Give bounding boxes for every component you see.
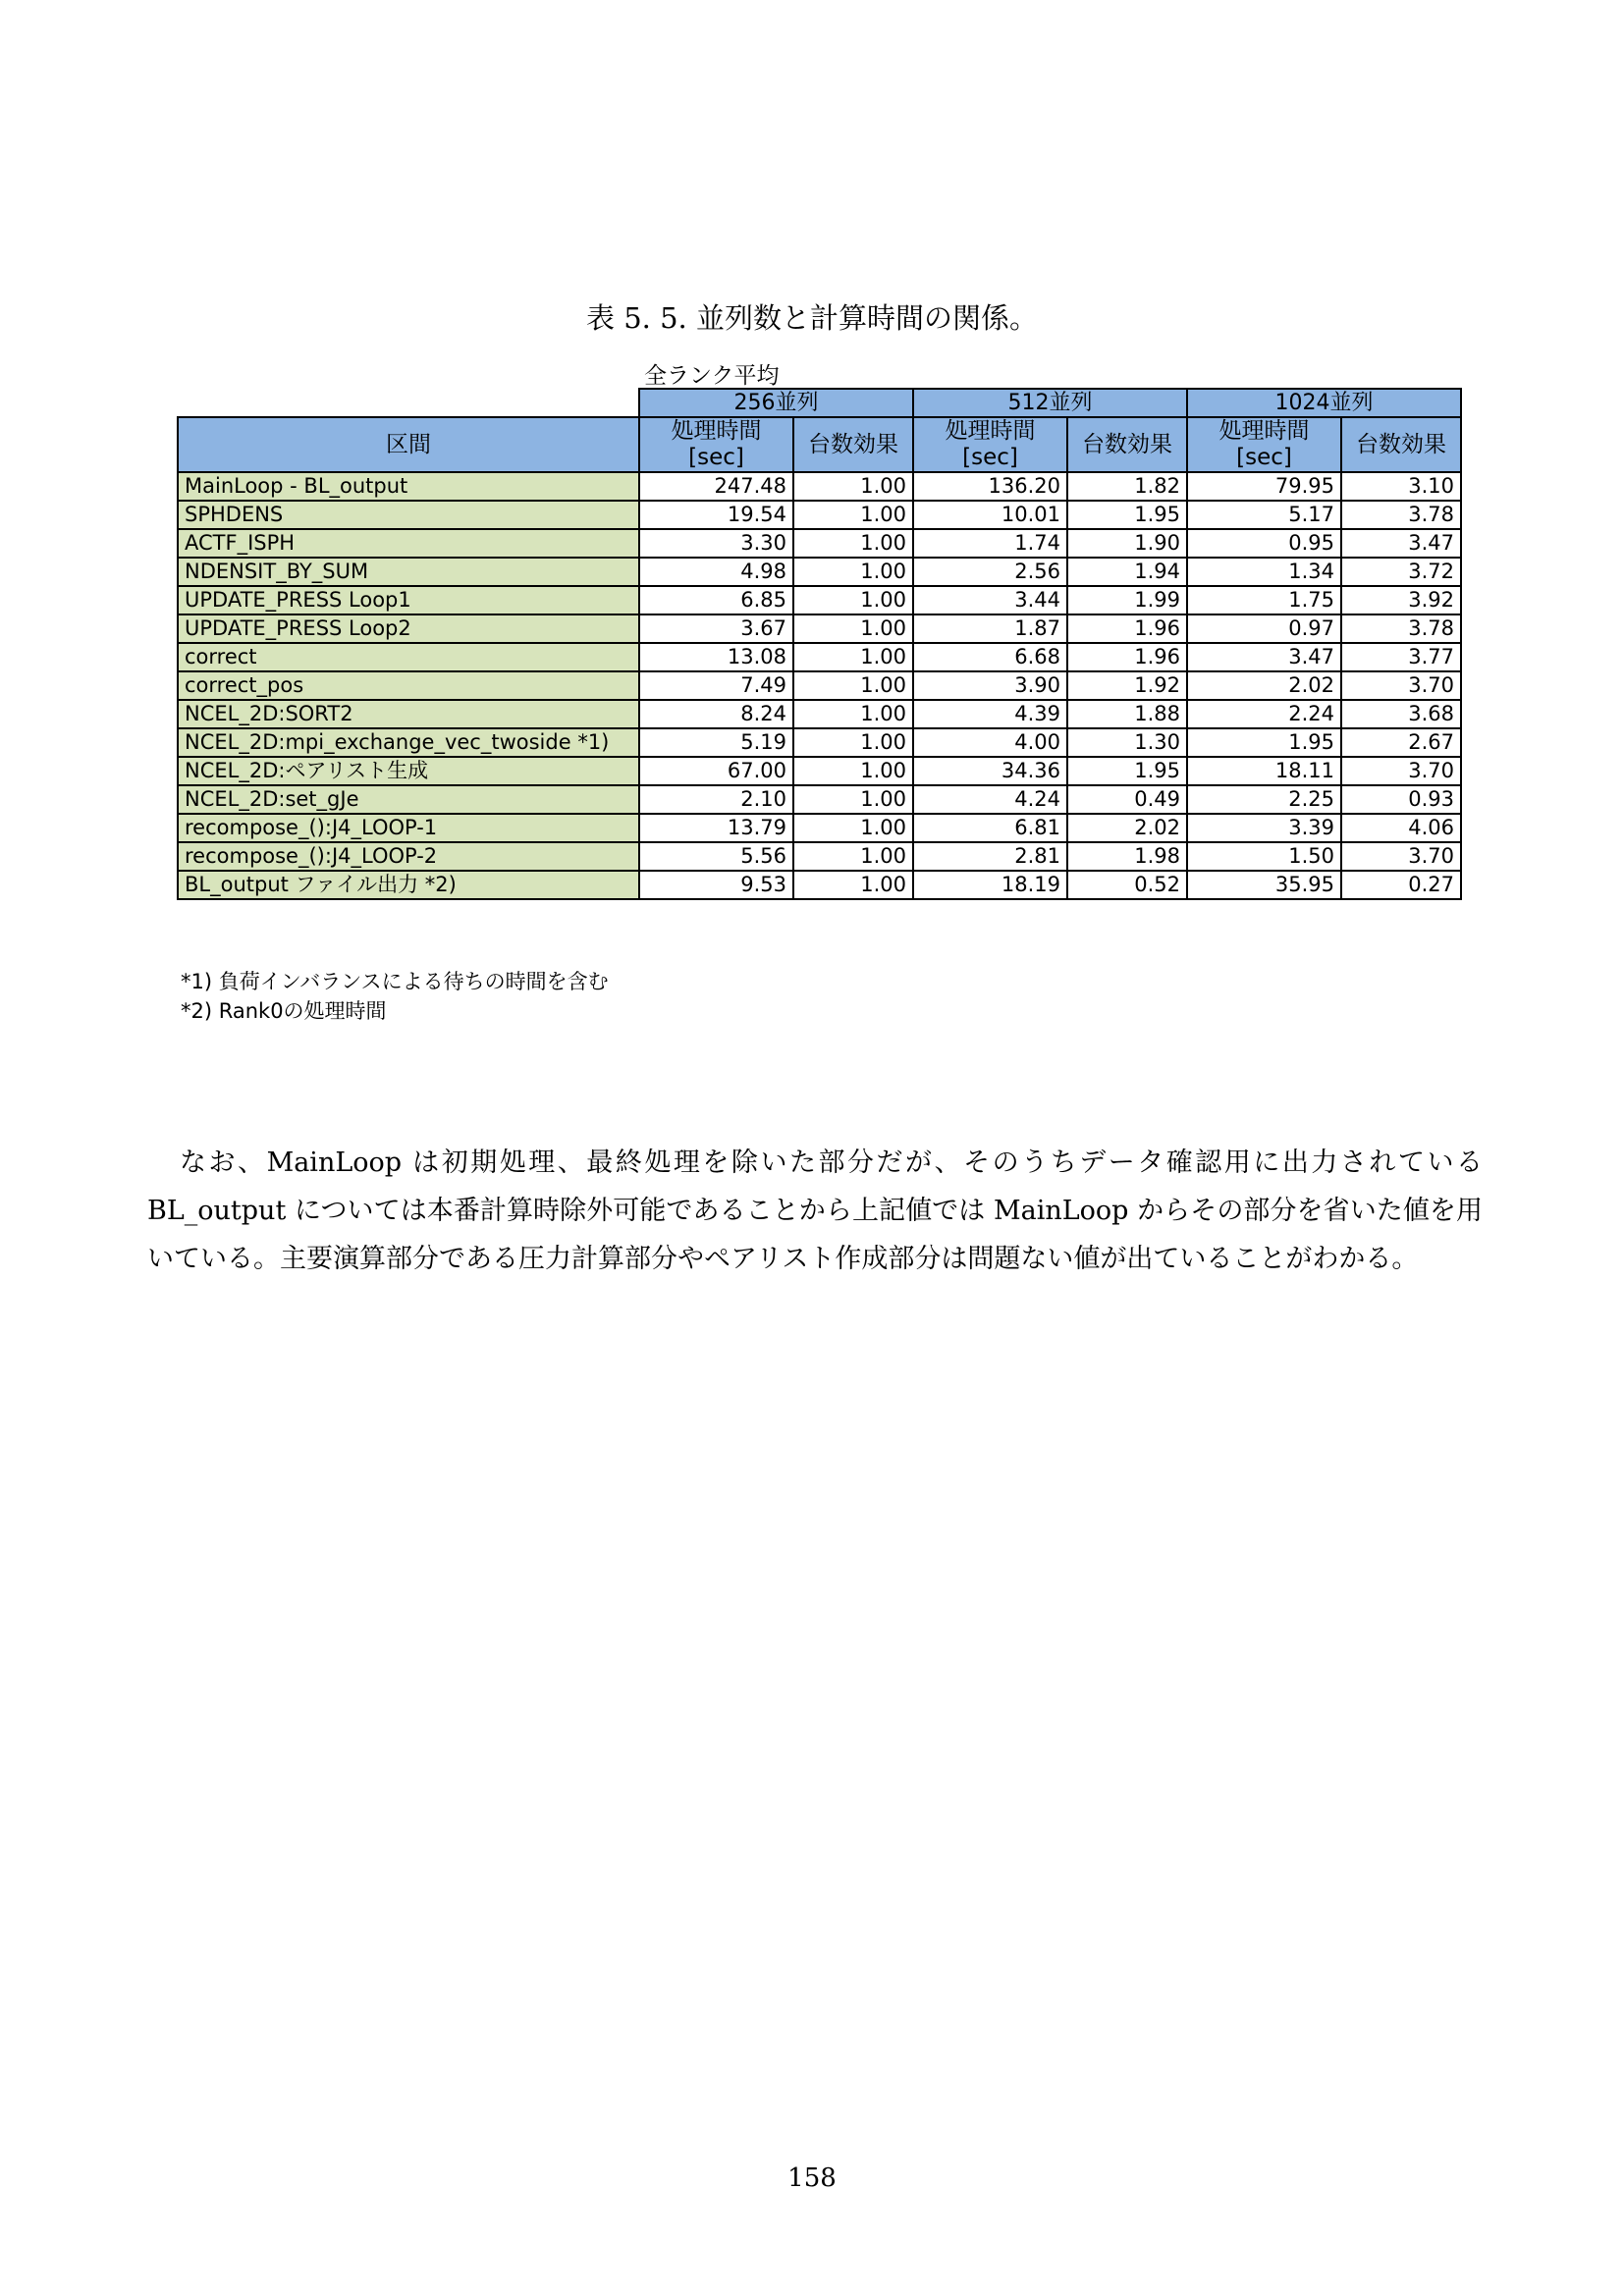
- table-row: [178, 671, 1461, 700]
- table-row: [178, 700, 1461, 728]
- eff-header-256: 台数効果: [793, 417, 913, 472]
- efficiency-cell: 3.10: [1341, 472, 1461, 501]
- time-cell: 4.39: [913, 700, 1067, 728]
- table-notes: [181, 967, 609, 1026]
- time-cell: 10.01: [913, 501, 1067, 529]
- time-cell: 6.85: [639, 586, 793, 614]
- efficiency-cell: 1.00: [793, 700, 913, 728]
- efficiency-cell: 1.00: [793, 643, 913, 671]
- time-cell: 1.87: [913, 614, 1067, 643]
- time-cell: 2.02: [1187, 671, 1341, 700]
- row-label: SPHDENS: [178, 501, 639, 529]
- efficiency-cell: 1.90: [1067, 529, 1187, 558]
- table-row: [178, 472, 1461, 501]
- row-label: recompose_():J4_LOOP-1: [178, 814, 639, 842]
- row-label: NCEL_2D:SORT2: [178, 700, 639, 728]
- time-cell: 19.54: [639, 501, 793, 529]
- row-label: NDENSIT_BY_SUM: [178, 558, 639, 586]
- time-header-unit: [sec]: [1236, 445, 1292, 470]
- table-row: [178, 785, 1461, 814]
- efficiency-cell: 0.49: [1067, 785, 1187, 814]
- time-header-label: 処理時間: [945, 418, 1036, 444]
- time-cell: 2.81: [913, 842, 1067, 871]
- time-cell: 3.44: [913, 586, 1067, 614]
- row-label: UPDATE_PRESS Loop1: [178, 586, 639, 614]
- time-cell: 34.36: [913, 757, 1067, 785]
- efficiency-cell: 1.00: [793, 757, 913, 785]
- row-label: BL_output ファイル出力 *2): [178, 871, 639, 899]
- efficiency-cell: 3.72: [1341, 558, 1461, 586]
- time-cell: 67.00: [639, 757, 793, 785]
- efficiency-cell: 1.92: [1067, 671, 1187, 700]
- efficiency-cell: 3.68: [1341, 700, 1461, 728]
- efficiency-cell: 1.96: [1067, 643, 1187, 671]
- time-cell: 1.95: [1187, 728, 1341, 757]
- efficiency-cell: 3.47: [1341, 529, 1461, 558]
- efficiency-cell: 1.95: [1067, 501, 1187, 529]
- time-cell: 4.24: [913, 785, 1067, 814]
- efficiency-cell: 4.06: [1341, 814, 1461, 842]
- group-header-1024: 1024並列: [1187, 389, 1461, 417]
- efficiency-cell: 1.00: [793, 472, 913, 501]
- table-row: [178, 558, 1461, 586]
- efficiency-cell: 3.92: [1341, 586, 1461, 614]
- efficiency-cell: 1.00: [793, 814, 913, 842]
- time-header-unit: [sec]: [962, 445, 1018, 470]
- time-cell: 4.00: [913, 728, 1067, 757]
- efficiency-cell: 1.96: [1067, 614, 1187, 643]
- row-label: recompose_():J4_LOOP-2: [178, 842, 639, 871]
- efficiency-cell: 1.00: [793, 586, 913, 614]
- time-cell: 3.47: [1187, 643, 1341, 671]
- efficiency-cell: 3.77: [1341, 643, 1461, 671]
- efficiency-cell: 1.00: [793, 785, 913, 814]
- table-row: [178, 842, 1461, 871]
- efficiency-cell: 3.78: [1341, 614, 1461, 643]
- group-header-256: 256並列: [639, 389, 913, 417]
- time-cell: 13.08: [639, 643, 793, 671]
- row-label: MainLoop - BL_output: [178, 472, 639, 501]
- row-label: correct: [178, 643, 639, 671]
- time-header-1024: [1187, 417, 1341, 472]
- row-label: UPDATE_PRESS Loop2: [178, 614, 639, 643]
- efficiency-cell: 1.00: [793, 614, 913, 643]
- time-cell: 136.20: [913, 472, 1067, 501]
- note-1: *1) 負荷インバランスによる待ちの時間を含む: [181, 970, 609, 993]
- time-cell: 5.17: [1187, 501, 1341, 529]
- time-header-label: 処理時間: [1218, 418, 1310, 444]
- time-cell: 18.19: [913, 871, 1067, 899]
- time-cell: 247.48: [639, 472, 793, 501]
- time-cell: 79.95: [1187, 472, 1341, 501]
- efficiency-cell: 1.95: [1067, 757, 1187, 785]
- time-cell: 3.90: [913, 671, 1067, 700]
- table-subcaption: 全ランク平均: [644, 363, 780, 389]
- efficiency-cell: 1.00: [793, 671, 913, 700]
- table-body: [178, 472, 1461, 899]
- body-paragraph: なお、MainLoop は初期処理、最終処理を除いた部分だが、そのうちデータ確認用に出力されている BL_output については本番計算時除外可能であることから上記値では MainLoop からその部分を省いた値を用いている。主要演算部分である圧力計算部分やペアリスト作成部分は問題ない値が出ていることがわかる。: [147, 1148, 1483, 1274]
- efficiency-cell: 2.67: [1341, 728, 1461, 757]
- row-label: correct_pos: [178, 671, 639, 700]
- efficiency-cell: 3.70: [1341, 842, 1461, 871]
- time-cell: 0.95: [1187, 529, 1341, 558]
- efficiency-cell: 1.00: [793, 728, 913, 757]
- column-header-row: [178, 417, 1461, 472]
- efficiency-cell: 1.00: [793, 529, 913, 558]
- efficiency-cell: 3.70: [1341, 757, 1461, 785]
- group-header-512: 512並列: [913, 389, 1187, 417]
- time-cell: 2.25: [1187, 785, 1341, 814]
- eff-header-1024: 台数効果: [1341, 417, 1461, 472]
- table-row: [178, 728, 1461, 757]
- efficiency-cell: 0.93: [1341, 785, 1461, 814]
- page-number: 158: [787, 2163, 837, 2193]
- time-cell: 8.24: [639, 700, 793, 728]
- time-cell: 1.50: [1187, 842, 1341, 871]
- efficiency-cell: 1.98: [1067, 842, 1187, 871]
- table-row: [178, 614, 1461, 643]
- efficiency-cell: 1.88: [1067, 700, 1187, 728]
- table-row: [178, 586, 1461, 614]
- time-cell: 7.49: [639, 671, 793, 700]
- efficiency-cell: 2.02: [1067, 814, 1187, 842]
- table-caption: 表 5. 5. 並列数と計算時間の関係。: [586, 301, 1038, 335]
- time-cell: 2.56: [913, 558, 1067, 586]
- time-cell: 13.79: [639, 814, 793, 842]
- row-label: NCEL_2D:set_gJe: [178, 785, 639, 814]
- time-cell: 3.39: [1187, 814, 1341, 842]
- efficiency-cell: 1.00: [793, 842, 913, 871]
- table-row: [178, 501, 1461, 529]
- time-cell: 3.67: [639, 614, 793, 643]
- table-row: [178, 529, 1461, 558]
- time-cell: 5.19: [639, 728, 793, 757]
- row-label: NCEL_2D:mpi_exchange_vec_twoside *1): [178, 728, 639, 757]
- efficiency-cell: 0.27: [1341, 871, 1461, 899]
- table-row: [178, 814, 1461, 842]
- results-table: [177, 388, 1462, 900]
- efficiency-cell: 1.82: [1067, 472, 1187, 501]
- row-header-cell: 区間: [178, 417, 639, 472]
- efficiency-cell: 1.00: [793, 558, 913, 586]
- note-2: *2) Rank0の処理時間: [181, 999, 387, 1023]
- time-header-unit: [sec]: [688, 445, 744, 470]
- time-cell: 18.11: [1187, 757, 1341, 785]
- time-cell: 4.98: [639, 558, 793, 586]
- time-cell: 2.24: [1187, 700, 1341, 728]
- time-cell: 1.74: [913, 529, 1067, 558]
- time-cell: 2.10: [639, 785, 793, 814]
- time-cell: 5.56: [639, 842, 793, 871]
- time-cell: 0.97: [1187, 614, 1341, 643]
- time-cell: 1.75: [1187, 586, 1341, 614]
- time-cell: 6.68: [913, 643, 1067, 671]
- group-header-row: [178, 389, 1461, 417]
- time-cell: 35.95: [1187, 871, 1341, 899]
- table-row: [178, 871, 1461, 899]
- efficiency-cell: 1.94: [1067, 558, 1187, 586]
- eff-header-512: 台数効果: [1067, 417, 1187, 472]
- time-header-256: [639, 417, 793, 472]
- efficiency-cell: 1.00: [793, 501, 913, 529]
- table-row: [178, 643, 1461, 671]
- efficiency-cell: 1.00: [793, 871, 913, 899]
- efficiency-cell: 0.52: [1067, 871, 1187, 899]
- efficiency-cell: 1.30: [1067, 728, 1187, 757]
- time-header-512: [913, 417, 1067, 472]
- time-cell: 9.53: [639, 871, 793, 899]
- time-header-label: 処理時間: [671, 418, 762, 444]
- row-label: NCEL_2D:ペアリスト生成: [178, 757, 639, 785]
- efficiency-cell: 1.99: [1067, 586, 1187, 614]
- row-label: ACTF_ISPH: [178, 529, 639, 558]
- table-row: [178, 757, 1461, 785]
- time-cell: 3.30: [639, 529, 793, 558]
- efficiency-cell: 3.70: [1341, 671, 1461, 700]
- blank-cell: [178, 389, 639, 417]
- time-cell: 6.81: [913, 814, 1067, 842]
- time-cell: 1.34: [1187, 558, 1341, 586]
- efficiency-cell: 3.78: [1341, 501, 1461, 529]
